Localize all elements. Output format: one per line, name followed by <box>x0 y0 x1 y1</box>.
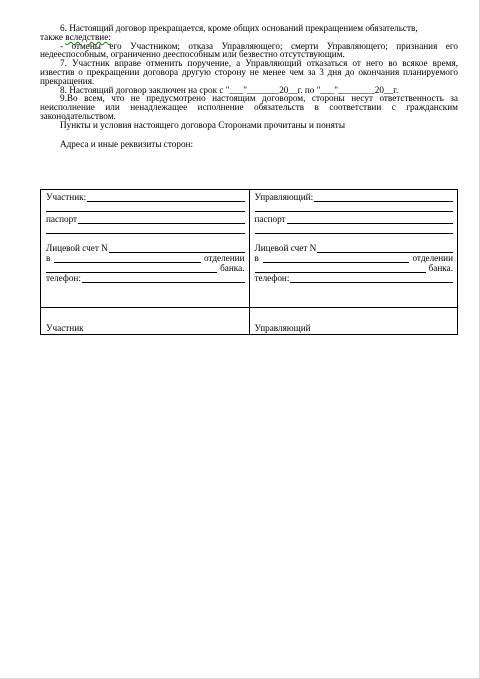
participant-signature-cell[interactable] <box>41 308 250 335</box>
manager-signature-label: Управляющий <box>254 323 311 333</box>
manager-details-cell <box>249 190 458 308</box>
contract-text <box>40 24 458 148</box>
manager-passport-label: паспорт <box>254 214 286 224</box>
manager-signature-cell[interactable] <box>249 308 458 335</box>
manager-branch-line[interactable] <box>263 254 410 263</box>
read-statement: Пункты и условия настоящего договора Сторонами прочитаны и поняты <box>60 119 345 130</box>
manager-bank-line[interactable] <box>255 264 426 273</box>
participant-heading: Участник: <box>46 192 87 202</box>
participant-branch-line[interactable] <box>54 254 201 263</box>
manager-heading: Управляющий: <box>254 192 314 202</box>
manager-in-label: в <box>254 253 259 263</box>
manager-account-line[interactable] <box>317 244 453 253</box>
manager-name-line[interactable] <box>314 193 453 202</box>
participant-passport-line-2[interactable] <box>46 225 245 234</box>
participant-phone-label: телефон: <box>46 273 81 283</box>
participant-passport-line[interactable] <box>78 215 244 224</box>
manager-passport-line-2[interactable] <box>255 225 454 234</box>
participant-bank-line[interactable] <box>46 264 217 273</box>
participant-phone-line[interactable] <box>82 274 245 283</box>
participant-bank-label: банка. <box>220 263 245 273</box>
requisites-table <box>40 189 458 335</box>
manager-branch-label: отделении <box>412 253 453 263</box>
participant-name-line-2[interactable] <box>46 203 245 212</box>
participant-name-line[interactable] <box>87 193 244 202</box>
participant-in-label: в <box>46 253 51 263</box>
clause-6-list: - отмены его Участником; отказа Управляющего; смерти Управляющего; признания его недееспособным, ограниченно дееспособным или безвестно отсутствующим. <box>40 40 458 60</box>
participant-account-line[interactable] <box>109 244 245 253</box>
clause-6-cont-text: также <box>40 31 66 42</box>
manager-bank-label: банка. <box>428 263 453 273</box>
manager-account-label: Лицевой счет N <box>254 243 317 253</box>
participant-passport-label: паспорт <box>46 214 78 224</box>
participant-branch-label: отделении <box>203 253 245 263</box>
participant-account-label: Лицевой счет N <box>46 243 108 253</box>
clause-8: 8. Настоящий договор заключен на срок с "___"_______20__г. по "___"________20__г. <box>60 84 399 95</box>
clause-6: 6. Настоящий договор прекращается, кроме общих оснований прекращением обязательств, <box>60 23 418 33</box>
participant-signature-label: Участник <box>46 323 84 333</box>
spellcheck-underlined-word: вследствие: <box>65 31 111 42</box>
participant-details-cell <box>41 190 250 308</box>
clause-9: 9.Во всем, что не предусмотрено настоящим договором, стороны несут ответственность за неисполнение или ненадлежащее исполнение обязательств в соответствии с гражданским законодательством. <box>40 93 458 121</box>
manager-phone-label: телефон: <box>254 273 290 283</box>
manager-phone-line[interactable] <box>290 274 453 283</box>
manager-name-line-2[interactable] <box>255 203 454 212</box>
clause-7: 7. Участник вправе отменить поручение, а Управляющий отказаться от него во всякое время, известив о прекращении договора другую сторону не менее чем за 3 дня до окончания планируемого прекращения. <box>40 58 458 86</box>
manager-passport-line[interactable] <box>287 215 453 224</box>
requisites-title: Адреса и иные реквизиты сторон: <box>60 138 194 149</box>
